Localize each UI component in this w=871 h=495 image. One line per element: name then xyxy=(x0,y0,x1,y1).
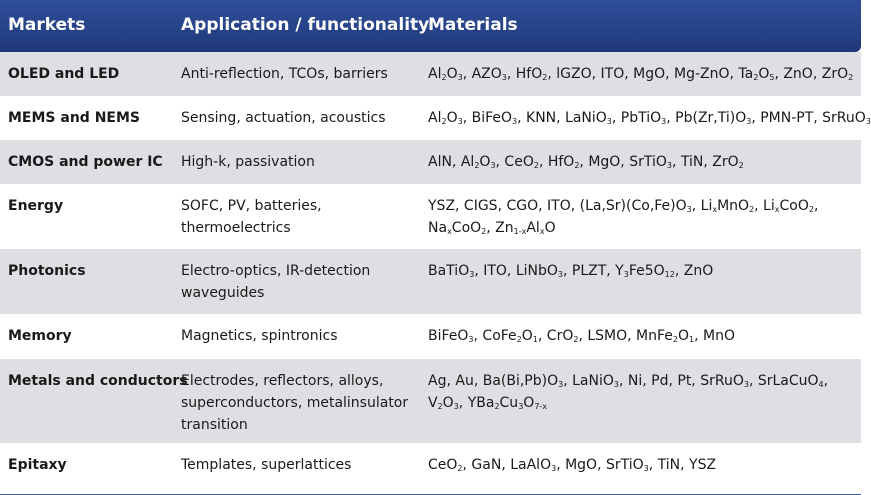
application-cell xyxy=(181,63,388,85)
application-line: Templates, superlattices xyxy=(181,457,352,473)
table-row xyxy=(0,443,861,494)
materials-line: Ag, Au, $Ba(Bi,Pb)O_3$, LaNiO$_3$, Ni, Pd, Pt, SrRuO$_3$, SrLaCuO$_4$, xyxy=(428,373,829,389)
application-cell xyxy=(181,195,322,239)
materials-line: CeO$_2$, GaN, LaAlO$_3$, MgO, SrTiO$_3$, TiN, YSZ xyxy=(428,457,717,473)
market-cell: Metals and conductors xyxy=(8,373,188,389)
table-row xyxy=(0,96,871,140)
materials-line: BaTiO$_3$, ITO, LiNbO$_3$, PLZT, $Y_3Fe5O_{12}$, ZnO xyxy=(428,263,714,279)
table-row xyxy=(0,140,861,184)
market-cell: MEMS and NEMS xyxy=(8,110,140,126)
application-line: High-k, passivation xyxy=(181,154,315,170)
application-cell xyxy=(181,454,351,476)
materials-line: $V_2O_3$, $YBa_2Cu_3O_{7-x}$ xyxy=(428,395,548,411)
market-cell: Memory xyxy=(8,328,72,344)
materials-cell xyxy=(428,370,828,414)
market-cell: Photonics xyxy=(8,263,86,279)
application-cell xyxy=(181,260,370,304)
header-materials: Materials xyxy=(428,15,518,35)
table-header xyxy=(0,0,861,52)
materials-line: AlN, $Al_2O_3$, CeO$_2$, HfO$_2$, MgO, SrTiO$_3$, TiN, ZrO$_2$ xyxy=(428,154,744,170)
application-line: Anti-reflection, TCOs, barriers xyxy=(181,66,388,82)
application-line: Sensing, actuation, acoustics xyxy=(181,110,386,126)
application-line: Electrodes, reflectors, alloys, xyxy=(181,373,384,389)
market-cell: Epitaxy xyxy=(8,457,67,473)
table-row xyxy=(0,359,861,443)
application-line: thermoelectrics xyxy=(181,220,291,236)
application-line: Electro-optics, IR-detection xyxy=(181,263,371,279)
table-row xyxy=(0,249,861,314)
application-line: transition xyxy=(181,417,248,433)
materials-line: $Al_2O_3$, BiFeO$_3$, KNN, LaNiO$_3$, PbTiO$_3$, $Pb(Zr,Ti)O_3$, PMN-PT, SrRuO$_3$ xyxy=(428,110,871,126)
materials-line: YSZ, CIGS, CGO, ITO, $(La,Sr)(Co,Fe)O_3$, $Li_xMnO_2$, $Li_xCoO_2$, xyxy=(428,198,819,214)
header-markets: Markets xyxy=(8,15,86,35)
application-line: SOFC, PV, batteries, xyxy=(181,198,322,214)
application-line: waveguides xyxy=(181,285,265,301)
market-cell: CMOS and power IC xyxy=(8,154,163,170)
market-cell: OLED and LED xyxy=(8,66,120,82)
application-cell xyxy=(181,325,338,347)
materials-line: BiFeO$_3$, $CoFe_2O_1$, CrO$_2$, LSMO, $MnFe_2O_1$, MnO xyxy=(428,328,735,344)
materials-line: $Al_2O_3$, $AZO_3$, HfO$_2$, lGZO, ITO, MgO, Mg-ZnO, $Ta_2O_5$, ZnO, ZrO$_2$ xyxy=(428,66,854,82)
materials-cell xyxy=(428,195,818,239)
table-row xyxy=(0,52,861,96)
materials-cell xyxy=(428,260,713,282)
application-cell xyxy=(181,151,315,173)
materials-line: $Na_xCoO_2$, $Zn_{1-x}Al_xO$ xyxy=(428,220,556,236)
materials-cell xyxy=(428,63,853,85)
table-row xyxy=(0,184,861,249)
table-row xyxy=(0,314,861,359)
market-cell: Energy xyxy=(8,198,64,214)
materials-cell xyxy=(428,151,744,173)
application-cell xyxy=(181,107,386,129)
application-line: Magnetics, spintronics xyxy=(181,328,338,344)
header-application: Application / functionality xyxy=(181,15,430,35)
application-line: superconductors, metalinsulator xyxy=(181,395,409,411)
materials-cell xyxy=(428,454,716,476)
materials-cell xyxy=(428,107,871,129)
application-cell xyxy=(181,370,408,436)
materials-cell xyxy=(428,325,735,347)
